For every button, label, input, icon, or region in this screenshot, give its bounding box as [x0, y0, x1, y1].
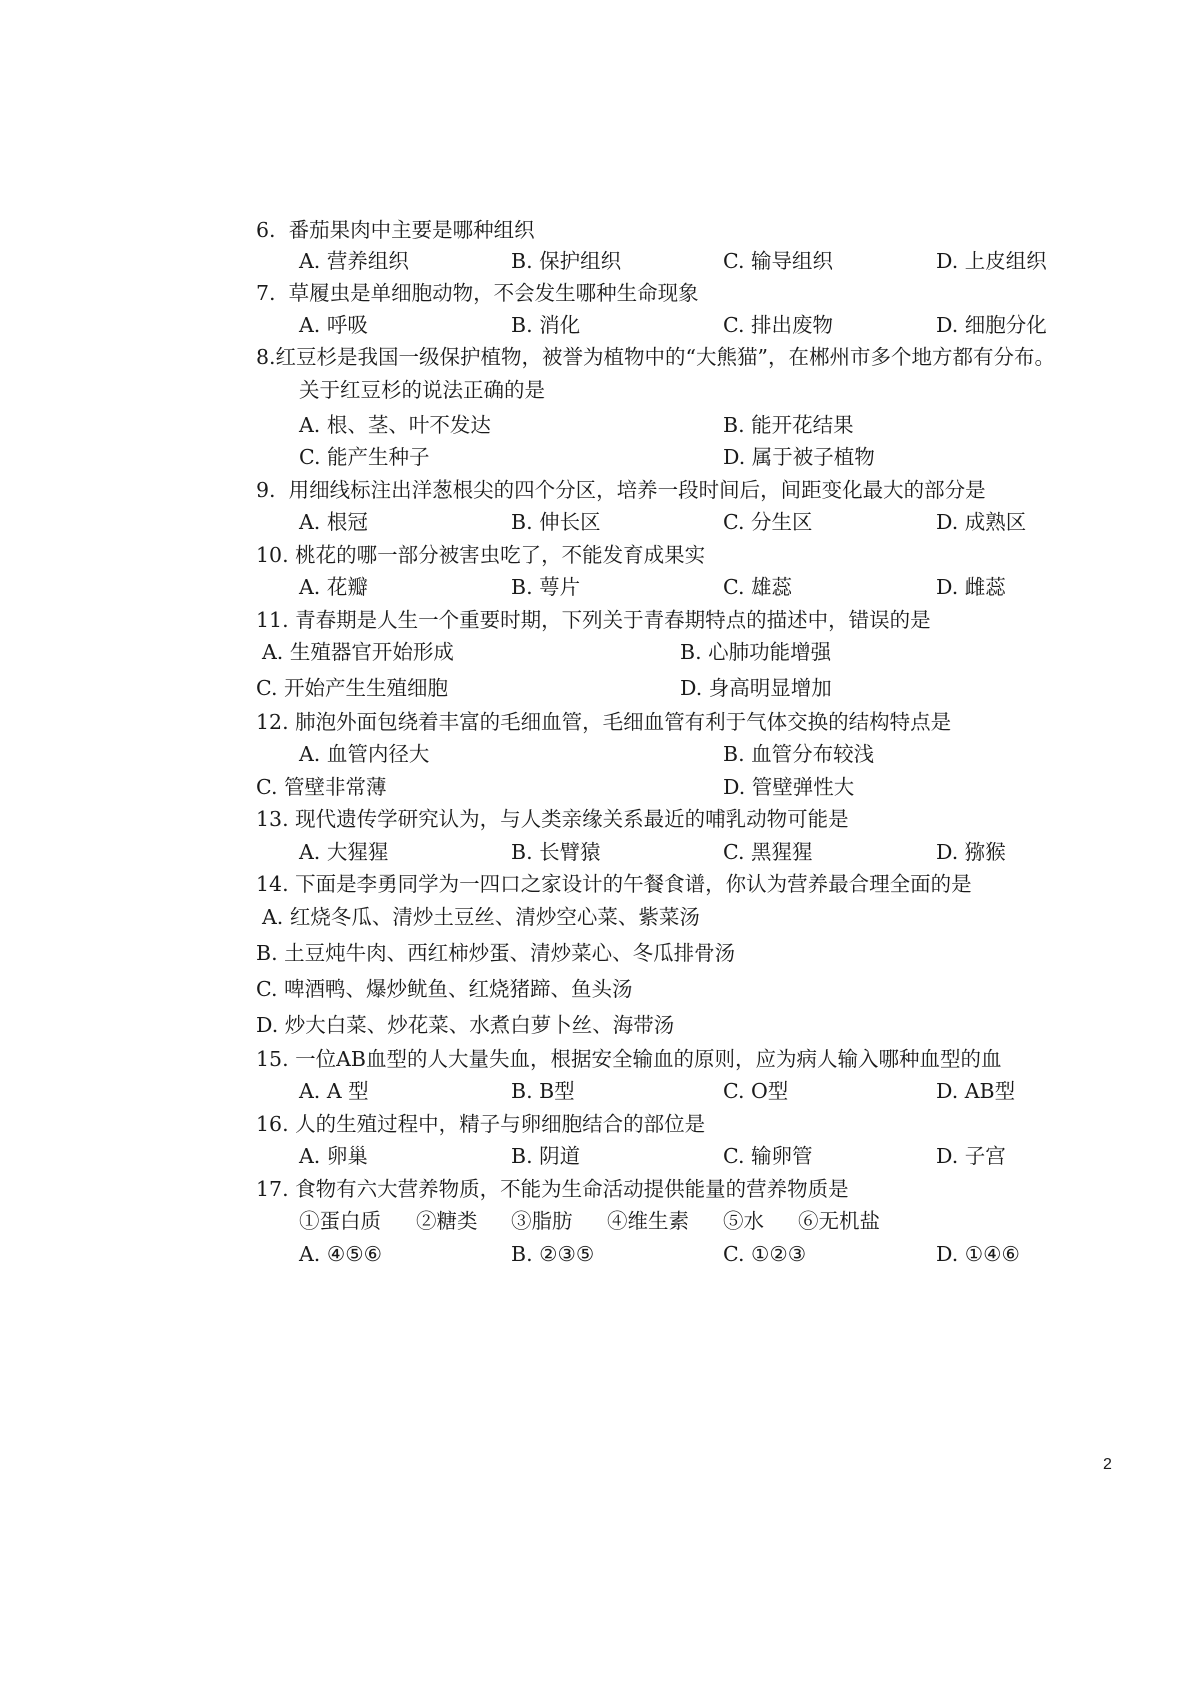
question-14-option-b: B. 土豆炖牛肉、西红柿炒蛋、清炒菜心、冬瓜排骨汤	[256, 941, 736, 965]
question-15-option-c: C. O型	[723, 1079, 789, 1103]
question-8-option-c: C. 能产生种子	[299, 445, 430, 469]
question-16-option-b: B. 阴道	[511, 1144, 581, 1168]
question-6-stem: 6. 番茄果肉中主要是哪种组织	[256, 218, 535, 242]
question-17-item-1: ①蛋白质	[299, 1209, 381, 1233]
question-7-option-b: B. 消化	[511, 313, 581, 337]
question-8-option-b: B. 能开花结果	[723, 413, 854, 437]
question-13-option-a: A. 大猩猩	[299, 840, 389, 864]
question-9-option-d: D. 成熟区	[936, 510, 1027, 534]
question-9-stem: 9. 用细线标注出洋葱根尖的四个分区，培养一段时间后，间距变化最大的部分是	[256, 478, 986, 502]
question-17-stem: 17. 食物有六大营养物质，不能为生命活动提供能量的营养物质是	[256, 1177, 849, 1201]
question-15-stem: 15. 一位AB血型的人大量失血，根据安全输血的原则，应为病人输入哪种血型的血	[256, 1047, 1002, 1071]
question-8-option-d: D. 属于被子植物	[723, 445, 875, 469]
question-17-item-5: ⑤水	[723, 1209, 764, 1233]
question-12-option-c: C. 管壁非常薄	[256, 775, 387, 799]
question-10-option-a: A. 花瓣	[299, 575, 368, 599]
question-11-option-d: D. 身高明显增加	[680, 676, 832, 700]
page-number: 2	[1103, 1456, 1112, 1473]
question-11-option-a: A. 生殖器官开始形成	[262, 640, 454, 664]
question-6-option-b: B. 保护组织	[511, 249, 622, 273]
question-15-option-d: D. AB型	[936, 1079, 1016, 1103]
question-12-stem: 12. 肺泡外面包绕着丰富的毛细血管，毛细血管有利于气体交换的结构特点是	[256, 710, 952, 734]
question-12-option-d: D. 管壁弹性大	[723, 775, 855, 799]
question-14-option-c: C. 啤酒鸭、爆炒鱿鱼、红烧猪蹄、鱼头汤	[256, 977, 633, 1001]
question-6-option-d: D. 上皮组织	[936, 249, 1047, 273]
question-17-item-2: ②糖类	[416, 1209, 478, 1233]
question-11-stem: 11. 青春期是人生一个重要时期，下列关于青春期特点的描述中，错误的是	[256, 608, 931, 632]
question-16-option-a: A. 卵巢	[299, 1144, 368, 1168]
question-17-option-c: C. ①②③	[723, 1242, 807, 1266]
question-11-option-c: C. 开始产生生殖细胞	[256, 676, 448, 700]
question-9-option-c: C. 分生区	[723, 510, 813, 534]
question-8-stem-continued: 关于红豆杉的说法正确的是	[299, 378, 545, 402]
question-13-option-b: B. 长臂猿	[511, 840, 601, 864]
question-15-option-b: B. B型	[511, 1079, 575, 1103]
question-13-option-c: C. 黑猩猩	[723, 840, 813, 864]
question-6-option-c: C. 输导组织	[723, 249, 833, 273]
question-17-option-a: A. ④⑤⑥	[299, 1242, 382, 1266]
question-13-stem: 13. 现代遗传学研究认为，与人类亲缘关系最近的哺乳动物可能是	[256, 807, 849, 831]
question-11-option-b: B. 心肺功能增强	[680, 640, 832, 664]
question-8-stem: 8.红豆杉是我国一级保护植物，被誉为植物中的“大熊猫”，在郴州市多个地方都有分布。	[256, 345, 1056, 369]
question-10-option-c: C. 雄蕊	[723, 575, 792, 599]
question-7-stem: 7. 草履虫是单细胞动物，不会发生哪种生命现象	[256, 281, 699, 305]
question-17-item-3: ③脂肪	[511, 1209, 573, 1233]
question-14-option-a: A. 红烧冬瓜、清炒土豆丝、清炒空心菜、紫菜汤	[262, 905, 700, 929]
question-10-stem: 10. 桃花的哪一部分被害虫吃了，不能发育成果实	[256, 543, 706, 567]
question-14-option-d: D. 炒大白菜、炒花菜、水煮白萝卜丝、海带汤	[256, 1013, 675, 1037]
question-7-option-d: D. 细胞分化	[936, 313, 1047, 337]
question-17-item-6: ⑥无机盐	[798, 1209, 880, 1233]
question-12-option-b: B. 血管分布较浅	[723, 742, 875, 766]
question-8-option-a: A. 根、茎、叶不发达	[299, 413, 491, 437]
question-7-option-c: C. 排出废物	[723, 313, 833, 337]
question-16-option-c: C. 输卵管	[723, 1144, 813, 1168]
question-15-option-a: A. A 型	[299, 1079, 369, 1103]
question-17-option-d: D. ①④⑥	[936, 1242, 1020, 1266]
question-10-option-d: D. 雌蕊	[936, 575, 1006, 599]
question-17-item-4: ④维生素	[607, 1209, 689, 1233]
question-9-option-b: B. 伸长区	[511, 510, 601, 534]
question-6-option-a: A. 营养组织	[299, 249, 409, 273]
question-14-stem: 14. 下面是李勇同学为一四口之家设计的午餐食谱，你认为营养最合理全面的是	[256, 872, 972, 896]
question-9-option-a: A. 根冠	[299, 510, 368, 534]
question-12-option-a: A. 血管内径大	[299, 742, 430, 766]
question-16-option-d: D. 子宫	[936, 1144, 1006, 1168]
question-13-option-d: D. 猕猴	[936, 840, 1006, 864]
question-7-option-a: A. 呼吸	[299, 313, 368, 337]
question-10-option-b: B. 萼片	[511, 575, 581, 599]
question-17-option-b: B. ②③⑤	[511, 1242, 595, 1266]
question-16-stem: 16. 人的生殖过程中，精子与卵细胞结合的部位是	[256, 1112, 706, 1136]
